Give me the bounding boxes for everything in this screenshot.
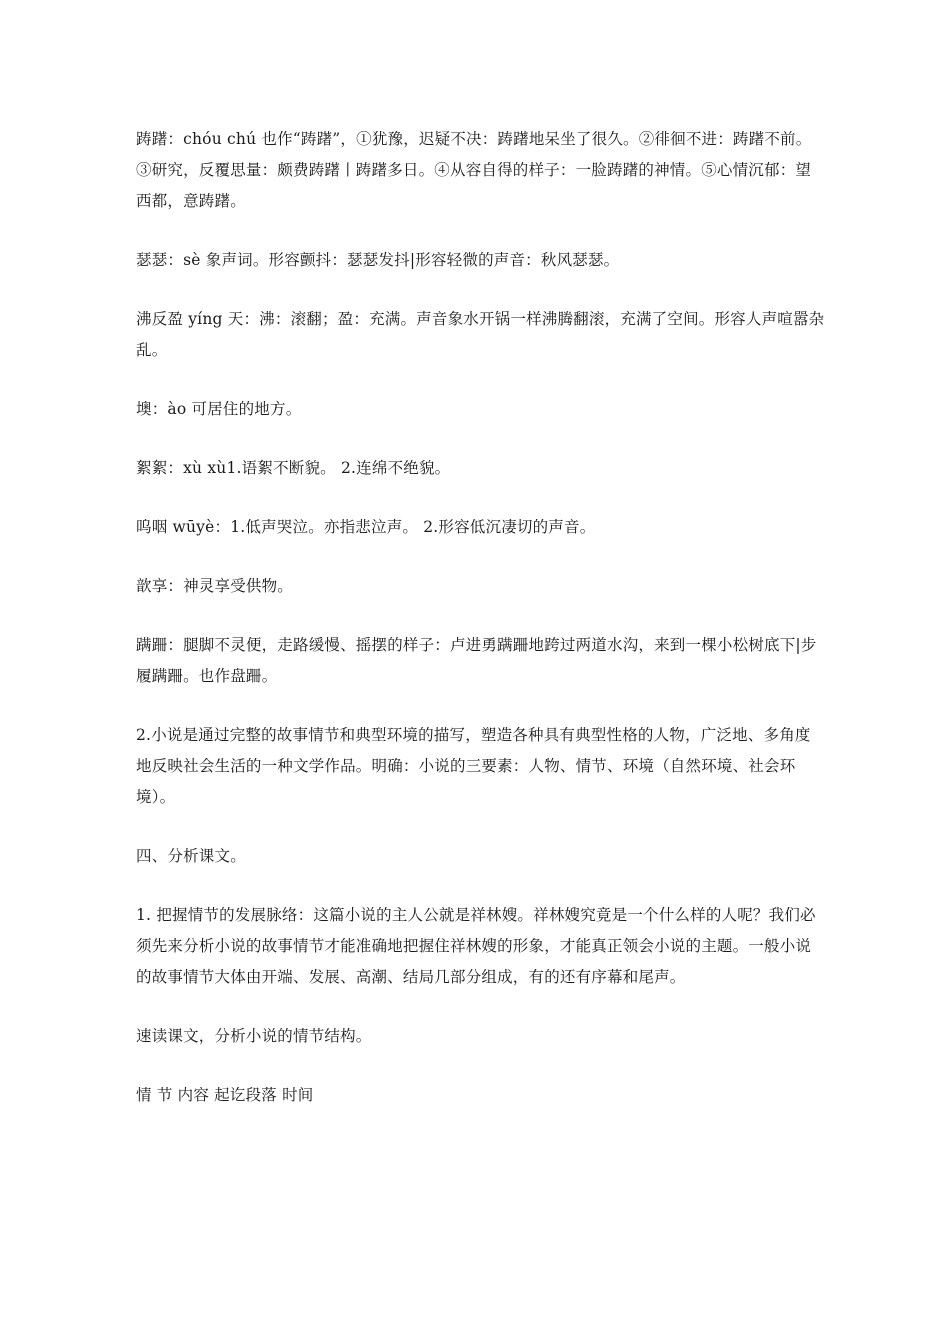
table-header-row: 情 节 内容 起讫段落 时间 — [136, 1086, 314, 1104]
paragraph-chouchu: 踌躇：chóu chú 也作“踌躇”，①犹豫，迟疑不决：踌躇地呆坐了很久。②徘徊不进：踌躇不前。③研究，反覆思量：颇费踌躇丨踌躇多日。④从容自得的样子：一脸踌躇的神情。⑤心情沉郁：望西都，意踌躇。 — [136, 130, 812, 210]
document-body — [136, 124, 826, 1139]
paragraph-xinxiang: 歆享：神灵享受供物。 — [136, 577, 294, 595]
paragraph-plot-outline: 1. 把握情节的发展脉络：这篇小说的主人公就是祥林嫂。祥林嫂究竟是一个什么样的人呢？我们必须先来分析小说的故事情节才能准确地把握住祥林嫂的形象，才能真正领会小说的主题。一般小说的故事情节大体由开端、发展、高潮、结局几部分组成，有的还有序幕和尾声。 — [136, 906, 816, 986]
section-heading-analysis: 四、分析课文。 — [136, 847, 246, 865]
paragraph-wuye: 呜咽 wūyè：1.低声哭泣。亦指悲泣声。 2.形容低沉凄切的声音。 — [136, 518, 596, 536]
paragraph-feifanyingtian: 沸反盈 yíng 天：沸：滚翻；盈：充满。声音象水开锅一样沸腾翻滚，充满了空间。形容人声喧嚣杂乱。 — [136, 310, 825, 359]
paragraph-ao: 墺：ào 可居住的地方。 — [136, 400, 302, 418]
paragraph-novel-definition: 2.小说是通过完整的故事情节和典型环境的描写，塑造各种具有典型性格的人物，广泛地、多角度地反映社会生活的一种文学作品。明确：小说的三要素：人物、情节、环境（自然环境、社会环境）。 — [136, 726, 811, 806]
paragraph-xuxu: 絮絮：xù xù1.语絮不断貌。 2.连绵不绝貌。 — [136, 459, 451, 477]
paragraph-sese: 瑟瑟：sè 象声词。形容颤抖：瑟瑟发抖|形容轻微的声音：秋风瑟瑟。 — [136, 251, 620, 269]
paragraph-panshan: 蹒跚：腿脚不灵便，走路缓慢、摇摆的样子：卢进勇蹒跚地跨过两道水沟，来到一棵小松树底下|步履蹒跚。也作盘跚。 — [136, 636, 817, 685]
paragraph-skim-instruction: 速读课文，分析小说的情节结构。 — [136, 1027, 372, 1045]
